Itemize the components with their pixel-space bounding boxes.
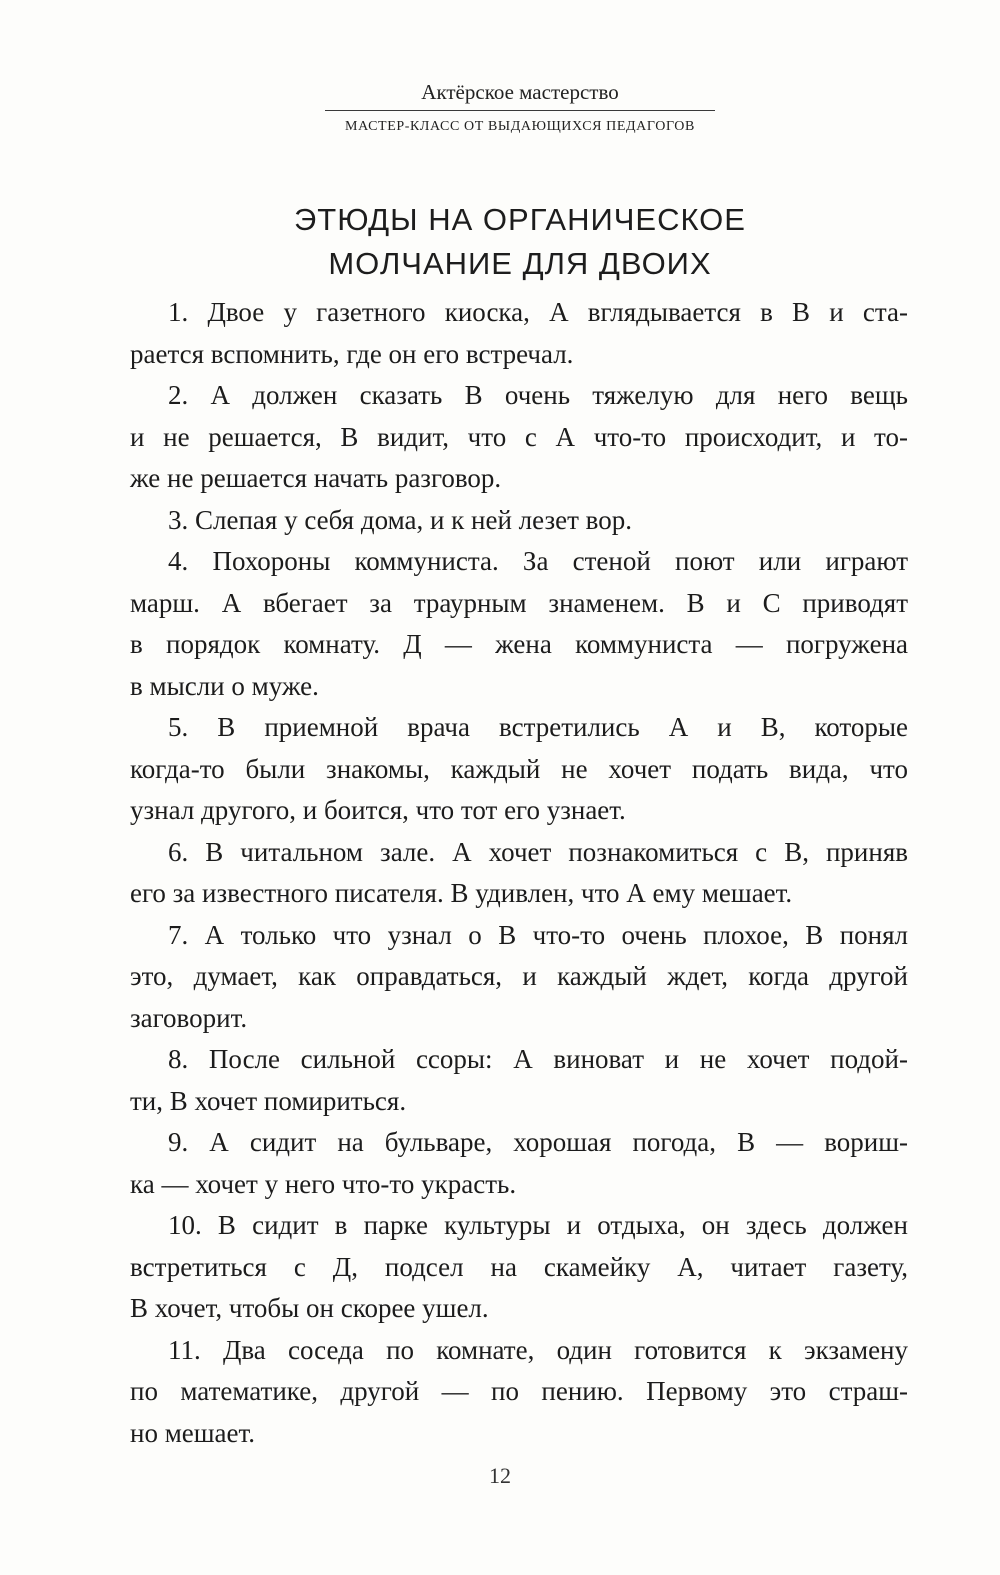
page-number: 12 bbox=[489, 1463, 511, 1488]
text-line: 5. В приемной врача встретились А и В, которые bbox=[168, 712, 908, 742]
text-line: по математике, другой — по пению. Первому это страш- bbox=[130, 1376, 908, 1406]
text-line: 3. Слепая у себя дома, и к ней лезет вор. bbox=[168, 504, 632, 535]
text-line: и не решается, В видит, что с А что-то происходит, и то- bbox=[130, 421, 908, 452]
header-divider bbox=[325, 110, 715, 111]
text-line: в порядок комнату. Д — жена коммуниста — погружена bbox=[130, 629, 908, 659]
text-line: же не решается начать разговор. bbox=[130, 463, 502, 493]
paragraph-10 bbox=[130, 1205, 908, 1330]
text-line: 4. Похороны коммуниста. За стеной поют или играют bbox=[168, 546, 908, 576]
text-line: ка — хочет у него что-то украсть. bbox=[130, 1168, 517, 1199]
text-line: 6. В читальном зале. А хочет познакомиться с В, приняв bbox=[168, 836, 908, 867]
paragraph-4 bbox=[130, 541, 908, 707]
paragraph-5 bbox=[130, 707, 908, 832]
paragraph-11 bbox=[130, 1330, 908, 1455]
text-line: В хочет, чтобы он скорее ушел. bbox=[130, 1293, 489, 1323]
body-text bbox=[130, 292, 908, 1454]
text-line: узнал другого, и боится, что тот его узнает. bbox=[130, 795, 626, 825]
text-line: рается вспомнить, где он его встречал. bbox=[130, 338, 574, 369]
text-line: заговорит. bbox=[130, 1002, 248, 1033]
text-line: 9. А сидит на бульваре, хорошая погода, В — вориш- bbox=[168, 1127, 908, 1157]
text-line: 2. А должен сказать В очень тяжелую для него вещь bbox=[168, 380, 908, 410]
paragraph-1 bbox=[130, 292, 908, 375]
text-line: 7. А только что узнал о В что-то очень плохое, В понял bbox=[168, 919, 908, 950]
header-subtitle: МАСТЕР-КЛАСС ОТ ВЫДАЮЩИХСЯ ПЕДАГОГОВ bbox=[345, 119, 695, 134]
header-title: Актёрское мастерство bbox=[421, 80, 619, 104]
text-line: в мысли о муже. bbox=[130, 670, 319, 701]
text-line: это, думает, как оправдаться, и каждый ждет, когда другой bbox=[130, 961, 908, 991]
running-header bbox=[325, 78, 715, 137]
chapter-title-line-2: МОЛЧАНИЕ ДЛЯ ДВОИХ bbox=[328, 246, 712, 281]
text-line: но мешает. bbox=[130, 1417, 256, 1448]
paragraph-9 bbox=[130, 1122, 908, 1205]
text-line: 8. После сильной ссоры: А виноват и не хочет подой- bbox=[168, 1044, 908, 1074]
text-line: марш. А вбегает за траурным знаменем. В и С приводят bbox=[130, 587, 908, 618]
text-line: встретиться с Д, подсел на скамейку А, читает газету, bbox=[130, 1251, 908, 1282]
paragraph-3 bbox=[130, 500, 908, 542]
paragraph-7 bbox=[130, 915, 908, 1040]
text-line: когда-то были знакомы, каждый не хочет подать вида, что bbox=[130, 753, 908, 784]
text-line: его за известного писателя. В удивлен, что А ему мешает. bbox=[130, 878, 793, 908]
text-line: 11. Два соседа по комнате, один готовится к экзамену bbox=[168, 1334, 908, 1365]
paragraph-8 bbox=[130, 1039, 908, 1122]
text-line: 1. Двое у газетного киоска, А вглядывается в В и ста- bbox=[168, 297, 908, 327]
text-line: 10. В сидит в парке культуры и отдыха, он здесь должен bbox=[168, 1210, 908, 1240]
paragraph-6 bbox=[130, 832, 908, 915]
paragraph-2 bbox=[130, 375, 908, 500]
text-line: ти, В хочет помириться. bbox=[130, 1085, 407, 1116]
chapter-title-line-1: ЭТЮДЫ НА ОРГАНИЧЕСКОЕ bbox=[294, 202, 746, 237]
chapter-title bbox=[130, 198, 910, 286]
